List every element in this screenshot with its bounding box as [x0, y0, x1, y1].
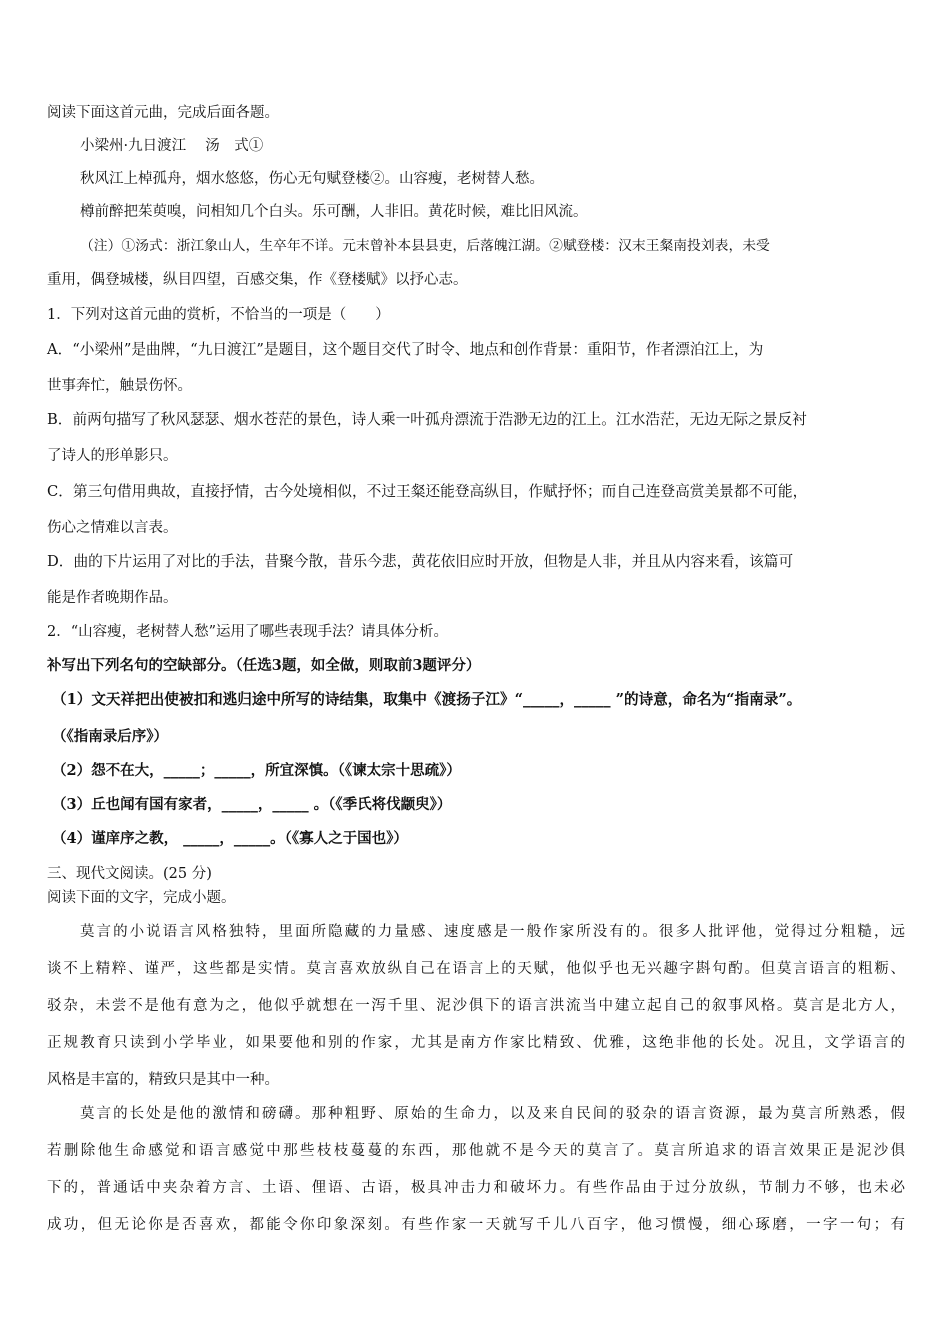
- poem-title: 小梁州·九日渡江 汤 式①: [80, 138, 264, 154]
- fill-section-heading: 补写出下列名句的空缺部分。（任选3题，如全做，则取前3题评分）: [47, 657, 481, 674]
- poem-note-line-2: 重用，偶登城楼，纵目四望，百感交集，作《登楼赋》以抒心志。: [47, 272, 468, 288]
- poem-note-line-1: （注）①汤式：浙江象山人，生卒年不详。元末曾补本县县吏，后落魄江湖。②赋登楼：汉末王粲南投刘表，未受: [80, 238, 770, 254]
- option-a-line-2: 世事奔忙，触景伤怀。: [47, 378, 192, 394]
- fill-item-4: （4）谨庠序之教， _____，_____。（《寡人之于国也》）: [52, 830, 408, 847]
- poem-verse-2: 樽前醉把茱萸嗅，问相知几个白头。乐可酬，人非旧。黄花时候，难比旧风流。: [80, 204, 588, 220]
- poem-verse-1: 秋风江上棹孤舟，烟水悠悠，伤心无句赋登楼②。山容瘦，老树替人愁。: [80, 171, 544, 187]
- option-d-line-1: D．曲的下片运用了对比的手法，昔聚今散，昔乐今悲，黄花依旧应时开放，但物是人非，并且从内容来看，该篇可: [47, 553, 794, 570]
- paragraph-1-line-2: 谈不上精粹、谨严，这些都是实情。莫言喜欢放纵自己在语言上的天赋，他似乎也无兴趣字斟句酌。但莫言语言的粗粝、: [47, 961, 905, 977]
- paragraph-1-line-3: 驳杂，未尝不是他有意为之，他似乎就想在一泻千里、泥沙俱下的语言洪流当中建立起自己的叙事风格。莫言是北方人，: [47, 998, 905, 1014]
- paragraph-2-line-4: 成功，但无论你是否喜欢，都能令你印象深刻。有些作家一天就写千儿八百字，他习惯慢，细心琢磨，一字一句；有: [47, 1217, 905, 1233]
- paragraph-1-line-1: 莫言的小说语言风格独特，里面所隐藏的力量感、速度感是一般作家所没有的。很多人批评他，觉得过分粗糙，远: [80, 924, 905, 940]
- question-2-stem: 2．“山容瘦，老树替人愁”运用了哪些表现手法？请具体分析。: [47, 624, 449, 640]
- fill-item-1-line-1: （1）文天祥把出使被扣和逃归途中所写的诗结集，取集中《渡扬子江》“_____，_____ ”的诗意，命名为“指南录”。: [52, 691, 802, 708]
- paragraph-1-line-5: 风格是丰富的，精致只是其中一种。: [47, 1072, 279, 1088]
- option-d-line-2: 能是作者晚期作品。: [47, 590, 178, 606]
- option-b-line-1: B．前两句描写了秋风瑟瑟、烟水苍茫的景色，诗人乘一叶孤舟漂流于浩渺无边的江上。江水浩茫，无边无际之景反衬: [47, 411, 807, 428]
- poem-intro: 阅读下面这首元曲，完成后面各题。: [47, 105, 279, 121]
- paragraph-2-line-3: 下的，普通话中夹杂着方言、土语、俚语、古语，极具冲击力和破坏力。有些作品由于过分放纵，节制力不够，也未必: [47, 1180, 905, 1196]
- modern-reading-intro: 阅读下面的文字，完成小题。: [47, 890, 236, 906]
- paragraph-2-line-2: 若删除他生命感觉和语言感觉中那些枝枝蔓蔓的东西，那他就不是今天的莫言了。莫言所追求的语言效果正是泥沙俱: [47, 1143, 905, 1159]
- option-b-line-2: 了诗人的形单影只。: [47, 448, 178, 464]
- option-a-line-1: A．“小梁州”是曲牌，“九日渡江”是题目，这个题目交代了时令、地点和创作背景：重阳节，作者漂泊江上，为: [47, 341, 764, 358]
- option-c-line-2: 伤心之情难以言表。: [47, 520, 178, 536]
- paragraph-2-line-1: 莫言的长处是他的激情和磅礴。那种粗野、原始的生命力，以及来自民间的驳杂的语言资源，最为莫言所熟悉，假: [80, 1106, 905, 1122]
- modern-reading-heading: 三、现代文阅读。(25 分): [47, 866, 212, 882]
- fill-item-3: （3）丘也闻有国有家者，_____，_____ 。（《季氏将伐颛臾》）: [52, 796, 452, 813]
- fill-item-2: （2）怨不在大，_____；_____，所宜深慎。（《谏太宗十思疏》）: [52, 762, 461, 779]
- fill-item-1-line-2: （《指南录后序》）: [52, 728, 168, 745]
- question-1-stem: 1．下列对这首元曲的赏析，不恰当的一项是（ ）: [47, 307, 390, 323]
- paragraph-1-line-4: 正规教育只读到小学毕业，如果要他和别的作家，尤其是南方作家比精致、优雅，这绝非他的长处。况且，文学语言的: [47, 1035, 905, 1051]
- option-c-line-1: C．第三句借用典故，直接抒情，古今处境相似，不过王粲还能登高纵目，作赋抒怀；而自己连登高赏美景都不可能，: [47, 483, 808, 500]
